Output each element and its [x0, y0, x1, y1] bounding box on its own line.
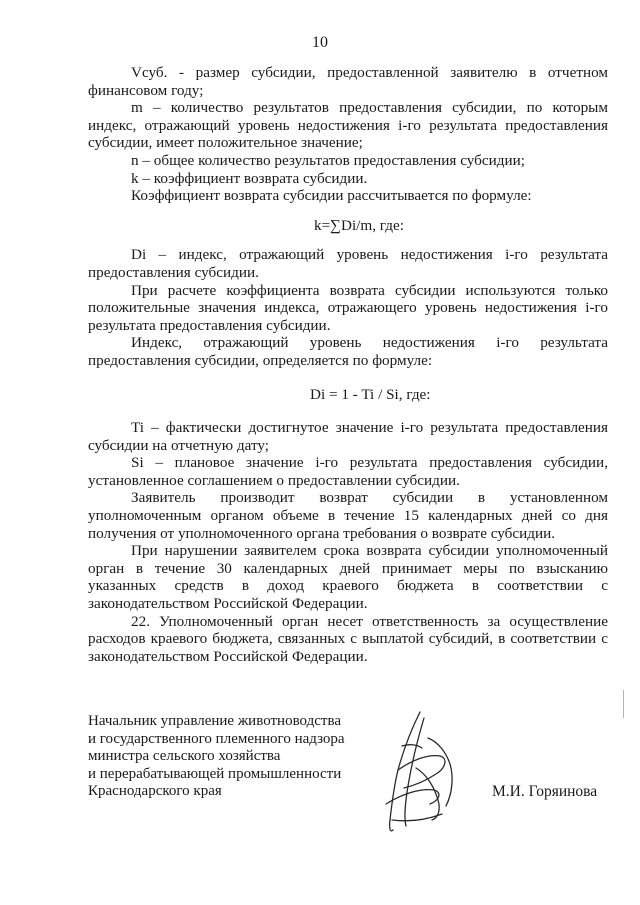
page-number: 10: [312, 34, 328, 51]
formula-di: Di = 1 - Ti / Si, где:: [310, 385, 431, 403]
paragraph-di-definition: Di – индекс, отражающий уровень недостижения i-го результата предоставления субсидии.: [88, 246, 608, 281]
paragraph-vsub: Vсуб. - размер субсидии, предоставленной заявителю в отчетном финансовом году;: [88, 64, 608, 99]
signatory-name: М.И. Горяинова: [492, 783, 598, 800]
signature-position-line: министра сельского хозяйства: [88, 748, 281, 764]
margin-mark: [623, 690, 624, 718]
signature-position-line: Краснодарского края: [88, 783, 222, 799]
signature-position-line: Начальник управление животноводства: [88, 713, 342, 729]
document-body: [88, 64, 608, 665]
signature-position-line: и перерабатывающей промышленности: [88, 765, 342, 782]
signature-position-line: и государственного племенного надзора: [88, 730, 345, 747]
paragraph-refund-term: Заявитель производит возврат субсидии в установленном уполномоченным органом объеме в течение 15 календарных дней со дня получения от уполномоченного органа требования о возврате субсидии.: [88, 489, 608, 542]
signature-position-block: [88, 713, 345, 801]
paragraph-si-definition: Si – плановое значение i-го результата предоставления субсидии, установленное соглашением о предоставлении субсидии.: [88, 454, 608, 489]
formula-k: k=∑Di/m, где:: [314, 216, 404, 234]
paragraph-refund-violation: При нарушении заявителем срока возврата субсидии уполномоченный орган в течение 30 календарных дней принимает меры по взысканию указанных средств в доход краевого бюджета в соответствии с законодательством Российской Федерации.: [88, 542, 608, 613]
handwritten-signature: [368, 708, 468, 836]
paragraph-n-definition: n – общее количество результатов предоставления субсидии;: [131, 151, 525, 169]
paragraph-m-definition: m – количество результатов предоставления субсидии, по которым индекс, отражающий уровень недостижения i-го результата предоставления субсидии, имеет положительное значение;: [88, 99, 608, 152]
paragraph-positive-values: При расчете коэффициента возврата субсидии используются только положительные значения индекса, отражающего уровень недостижения i-го результата предоставления субсидии.: [88, 281, 608, 334]
paragraph-k-definition: k – коэффициент возврата субсидии.: [131, 169, 368, 187]
paragraph-k-formula-intro: Коэффициент возврата субсидии рассчитывается по формуле:: [131, 187, 532, 205]
paragraph-di-formula-intro: Индекс, отражающий уровень недостижения i-го результата предоставления субсидии, определяется по формуле:: [88, 334, 608, 369]
paragraph-ti-definition: Ti – фактически достигнутое значение i-го результата предоставления субсидии на отчетную дату;: [88, 419, 608, 454]
paragraph-clause-22: 22. Уполномоченный орган несет ответственность за осуществление расходов краевого бюджета, связанных с выплатой субсидий, в соответствии с законодательством Российской Федерации.: [88, 612, 608, 665]
